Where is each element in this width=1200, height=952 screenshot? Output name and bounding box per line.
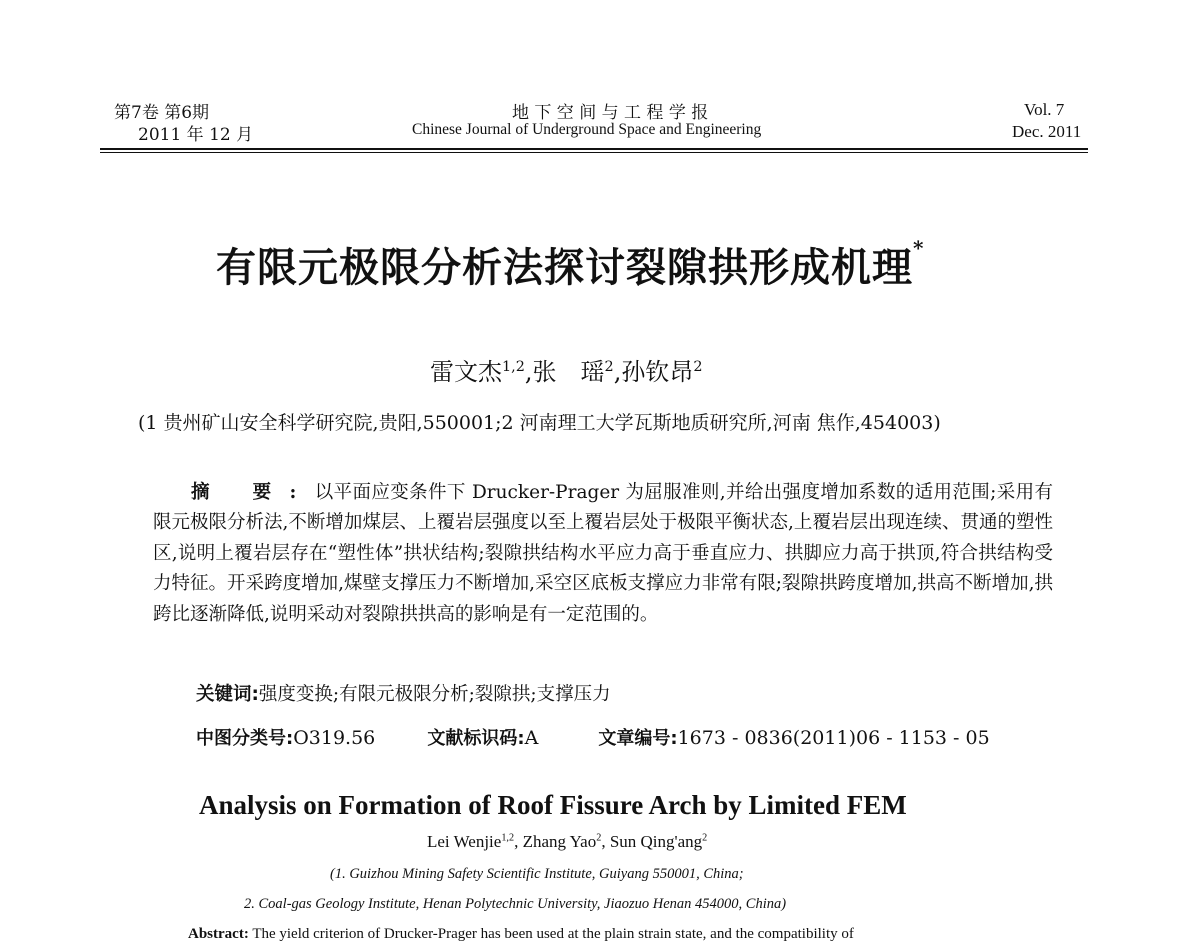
abstract-en-label: Abstract: xyxy=(188,926,249,942)
author-3-en-sup: 2 xyxy=(702,832,708,844)
author-2-cn: ,张 瑶 xyxy=(524,358,605,386)
keywords-cn xyxy=(196,680,611,706)
article-title-cn-text: 有限元极限分析法探讨裂隙拱形成机理 xyxy=(216,244,913,291)
volume-issue-cn: 第7卷 第6期 xyxy=(114,103,210,123)
article-number-value: 1673 - 0836(2011)06 - 1153 - 05 xyxy=(677,727,990,749)
header-rule-thin xyxy=(100,152,1088,153)
article-number-label: 文章编号: xyxy=(598,728,678,749)
classification-line xyxy=(196,724,990,750)
author-3-cn: ,孙钦昂 xyxy=(613,358,694,386)
journal-name-en: Chinese Journal of Underground Space and Engineering xyxy=(412,121,762,138)
author-2-cn-sup: 2 xyxy=(604,359,614,375)
abstract-en xyxy=(188,926,854,943)
author-3-cn-sup: 2 xyxy=(693,359,703,375)
abstract-cn xyxy=(153,478,1053,630)
header-rule-thick xyxy=(100,148,1088,150)
keywords-cn-text: 强度变换;有限元极限分析;裂隙拱;支撑压力 xyxy=(258,684,611,705)
affiliation-en-2: 2. Coal-gas Geology Institute, Henan Polytechnic University, Jiaozuo Henan 454000, China) xyxy=(244,896,787,912)
article-title-cn xyxy=(216,236,924,293)
doc-code-label: 文献标识码: xyxy=(427,728,525,749)
date-cn: 2011 年 12 月 xyxy=(138,125,254,145)
title-footnote-mark: * xyxy=(913,236,925,260)
author-1-en-sup: 1,2 xyxy=(501,832,515,844)
authors-en xyxy=(427,832,707,852)
affiliation-cn: (1 贵州矿山安全科学研究院,贵阳,550001;2 河南理工大学瓦斯地质研究所,河南 焦作,454003) xyxy=(138,412,941,434)
author-2-en-sup: 2 xyxy=(596,832,602,844)
author-2-en: , Zhang Yao xyxy=(514,832,597,851)
author-1-en: Lei Wenjie xyxy=(427,832,502,851)
author-1-cn-sup: 1,2 xyxy=(502,359,525,375)
author-1-cn: 雷文杰 xyxy=(430,358,502,386)
volume-en: Vol. 7 xyxy=(1024,100,1065,119)
author-3-en: , Sun Qing'ang xyxy=(601,832,703,851)
abstract-en-text: The yield criterion of Drucker-Prager has been used at the plain strain state, and the compatibility of xyxy=(252,926,854,942)
abstract-cn-label: 摘 要: xyxy=(191,482,315,503)
affiliation-en-1: (1. Guizhou Mining Safety Scientific Institute, Guiyang 550001, China; xyxy=(330,866,744,882)
keywords-cn-label: 关键词: xyxy=(196,684,259,705)
journal-name-cn: 地 下 空 间 与 工 程 学 报 xyxy=(512,103,709,123)
clc-value: O319.56 xyxy=(293,727,376,749)
abstract-cn-text: 以平面应变条件下 Drucker-Prager 为屈服准则,并给出强度增加系数的适用范围;采用有限元极限分析法,不断增加煤层、上覆岩层强度以至上覆岩层处于极限平衡状态,上覆岩层出现连续、贯通的塑性区,说明上覆岩层存在“塑性体”拱状结构;裂隙拱结构水平应力高于垂直应力、拱脚应力高于拱顶,符合拱结构受力特征。开采跨度增加,煤壁支撑压力不断增加,采空区底板支撑应力非常有限;裂隙拱跨度增加,拱高不断增加,拱跨比逐渐降低,说明采动对裂隙拱拱高的影响是有一定范围的。 xyxy=(153,482,1053,625)
date-en: Dec. 2011 xyxy=(1012,122,1082,141)
clc-label: 中图分类号: xyxy=(196,728,294,749)
article-title-en: Analysis on Formation of Roof Fissure Arch by Limited FEM xyxy=(199,790,907,820)
doc-code-value: A xyxy=(524,727,539,749)
authors-cn xyxy=(430,352,702,387)
